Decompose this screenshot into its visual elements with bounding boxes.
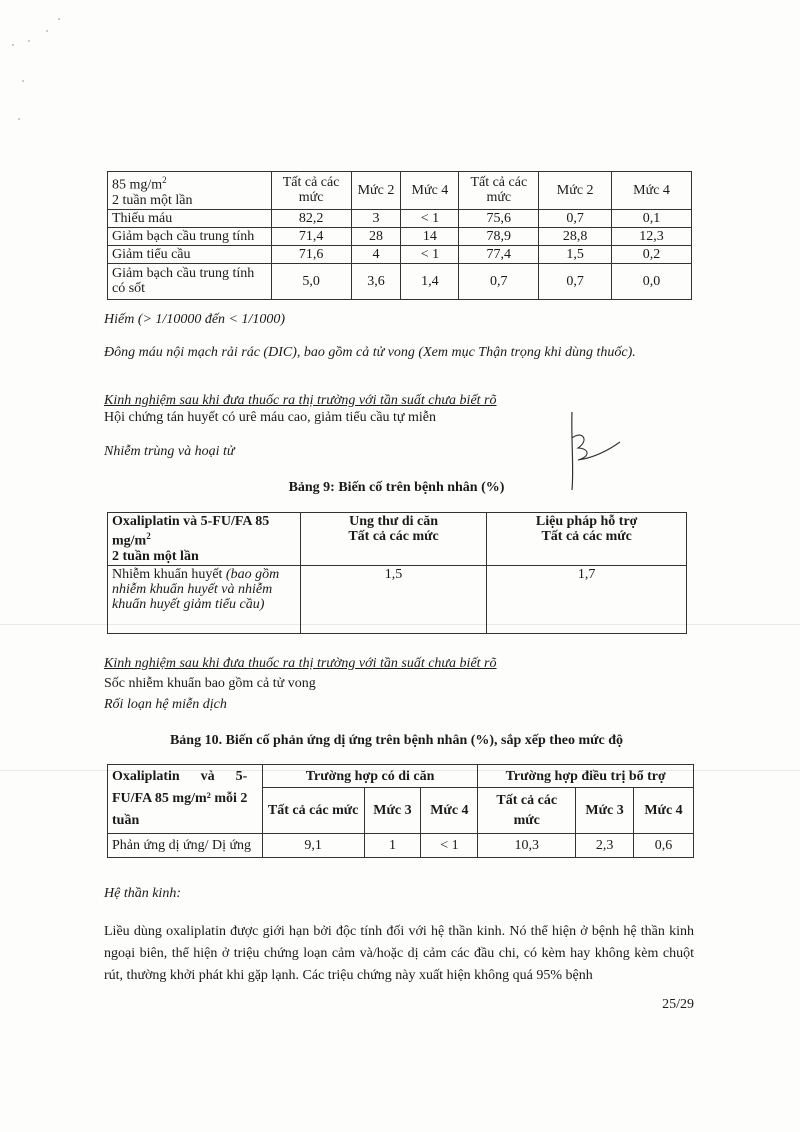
septic-shock-text: Sốc nhiễm khuẩn bao gồm cả tử vong [104,676,316,691]
nervous-paragraph: Liều dùng oxaliplatin được giới hạn bởi độc tính đối với hệ thần kinh. Nó thể hiện ở bệnh hệ thần kinh ngoại biên, thể hiện ở triệu chứng loạn cảm và/hoặc dị cảm các đầu chi, có kèm hay không kèm chuột rút, thường khởi phát khi gặp lạnh. Các triệu chứng này xuất hiện không quá 95% bệnh [104,924,694,983]
cell: 1,7 [487,565,687,633]
header-cell: Mức 2 [351,172,401,210]
table-row [108,263,692,299]
immune-heading: Rối loạn hệ miễn dịch [104,697,227,712]
cell: 14 [401,227,459,245]
cell: 2,3 [576,834,634,858]
cell: 75,6 [459,209,539,227]
subheader-cell: Tất cả các mức [262,788,364,834]
header-text: Tất cả các mức [541,529,632,544]
header-cell: Mức 4 [612,172,692,210]
header-text: Tất cả các mức [348,529,439,544]
header-group: Trường hợp điều trị bổ trợ [478,765,694,788]
row-label: Giảm tiểu cầu [108,245,272,263]
cell: 28,8 [539,227,612,245]
cell: 0,2 [612,245,692,263]
table-row [108,245,692,263]
table-allergy [107,764,694,858]
cell: 3,6 [351,263,401,299]
table-row [108,565,687,633]
cell: 9,1 [262,834,364,858]
cell: 0,0 [612,263,692,299]
header-cell: Mức 4 [401,172,459,210]
table-row [108,834,694,858]
cell: 1,5 [300,565,487,633]
postmarketing-heading-2: Kinh nghiệm sau khi đưa thuốc ra thị trường với tần suất chưa biết rõ [104,656,497,671]
table-header-row [108,513,687,566]
row-label: Giảm bạch cầu trung tính có sốt [108,263,272,299]
cell: 71,4 [271,227,351,245]
table-header-row [108,172,692,210]
row-label-text: Nhiễm khuẩn huyết [112,566,223,582]
row-label [108,565,301,633]
cell: < 1 [401,209,459,227]
header-cell: Oxaliplatin và 5-FU/FA 85 $mg/m^2$ 2 tuần một lần [108,513,301,566]
table-row [108,209,692,227]
table-row [108,227,692,245]
header-cell [487,513,687,566]
header-cell: 85 $mg/m^2$ 2 tuần một lần [108,172,272,210]
subheader-cell: Mức 3 [364,788,421,834]
hus-text: Hội chứng tán huyết có urê máu cao, giảm tiểu cầu tự miễn [104,410,437,425]
cell: 77,4 [459,245,539,263]
page-number: 25/29 [662,997,694,1012]
table9-title: Bảng 9: Biến cố trên bệnh nhân (%) [288,480,505,495]
postmarketing-heading-1: Kinh nghiệm sau khi đưa thuốc ra thị trường với tần suất chưa biết rõ [104,393,497,408]
cell: 71,6 [271,245,351,263]
nervous-heading: Hệ thần kinh: [104,886,181,901]
cell: 78,9 [459,227,539,245]
cell: 12,3 [612,227,692,245]
cell: 28 [351,227,401,245]
cell: 1,5 [539,245,612,263]
header-group: Trường hợp có di căn [262,765,478,788]
cell: 4 [351,245,401,263]
header-cell: Mức 2 [539,172,612,210]
row-label: Phản ứng dị ứng/ Dị ứng [108,834,263,858]
table-hematologic [107,171,692,300]
cell: 10,3 [478,834,576,858]
row-label: Giảm bạch cầu trung tính [108,227,272,245]
cell: < 1 [421,834,478,858]
cell: 3 [351,209,401,227]
header-text: Liệu pháp hỗ trợ [535,514,638,529]
cell: 82,2 [271,209,351,227]
cell: 0,1 [612,209,692,227]
infection-heading: Nhiễm trùng và hoại tử [104,444,235,459]
header-cell: Oxaliplatin và 5- FU/FA 85 mg/m² mỗi 2 tuần [108,765,263,834]
table-header-row [108,765,694,788]
table-infection [107,512,687,634]
subheader-cell: Tất cả các mức [478,788,576,834]
cell: 0,7 [539,209,612,227]
row-label: Thiếu máu [108,209,272,227]
cell: 0,6 [634,834,694,858]
row-label-note: (bao gồm nhiễm khuẩn huyết và nhiễm khuẩn huyết giảm tiểu cầu) [112,566,280,612]
header-cell: Tất cả các mức [271,172,351,210]
cell: 0,7 [459,263,539,299]
cell: 5,0 [271,263,351,299]
subheader-cell: Mức 4 [421,788,478,834]
table10-title: Bảng 10. Biến cố phản ứng dị ứng trên bệnh nhân (%), sắp xếp theo mức độ [169,733,624,748]
cell: < 1 [401,245,459,263]
dic-paragraph: Đông máu nội mạch rải rác (DIC), bao gồm cả tử vong (Xem mục Thận trọng khi dùng thuốc). [104,345,636,360]
header-cell [300,513,487,566]
cell: 1 [364,834,421,858]
header-text: Ung thư di căn [349,514,438,529]
header-cell: Tất cả các mức [459,172,539,210]
cell: 0,7 [539,263,612,299]
subheader-cell: Mức 3 [576,788,634,834]
rare-heading: Hiếm (> 1/10000 đến < 1/1000) [104,312,286,327]
subheader-cell: Mức 4 [634,788,694,834]
cell: 1,4 [401,263,459,299]
